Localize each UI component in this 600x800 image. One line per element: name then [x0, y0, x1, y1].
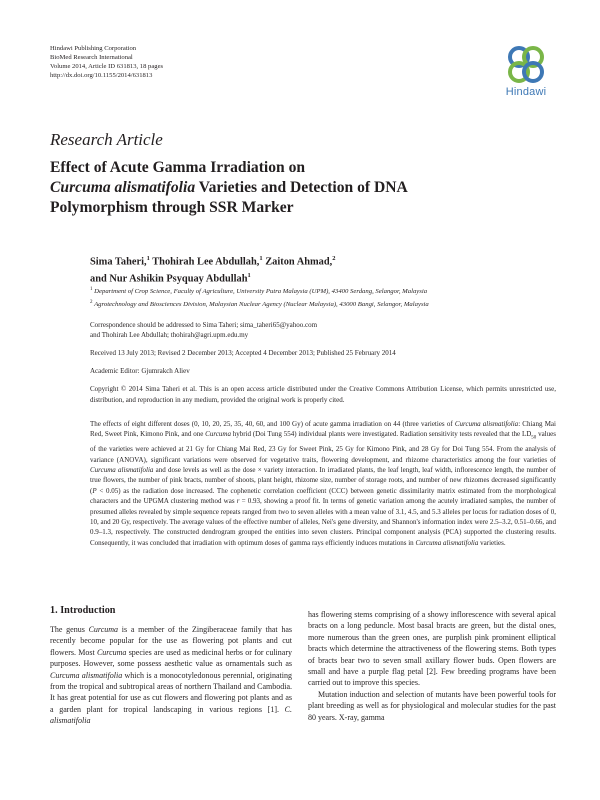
intro-paragraph-continued: has flowering stems comprising of a showy inflorescence with several apical bracts on a long peduncle. Most basal bracts are green, but the distal ones, more numerous than the green ones, are purplish pink prominent elliptical bracts which determine the attractiveness of the flowering stems. Both types of bracts bear two to seven small axillary flower buds. Open flowers are small and have a purple flag petal [2]. Few breeding programs have been carried out to improve this species.: [308, 610, 556, 688]
title-line-2: [50, 178, 510, 198]
body-text: which is a monocotyledonous perennial, originating from the tropical and subtropical areas of northern Thailand and Cambodia. It has great potential for use as cut flowers and flowering pot plants and as a garden plant for tropical landscaping in various regions [1].: [50, 670, 292, 714]
abstract-italic: Curcuma: [205, 430, 231, 439]
abstract-italic: Curcuma alismatifolia: [454, 420, 519, 428]
article-title: [50, 158, 510, 218]
abstract-italic: Curcuma alismatifolia: [90, 466, 154, 475]
publisher-name: Hindawi Publishing Corporation: [50, 45, 137, 52]
hindawi-rings-icon: [504, 44, 548, 86]
hindawi-logo-text: Hindawi: [505, 86, 547, 98]
affiliation-number: 1: [90, 287, 93, 292]
affiliations: [90, 285, 550, 310]
author-name[interactable]: Sima Taheri,: [90, 256, 147, 268]
abstract-text: The effects of eight different doses (0, 10, 20, 25, 35, 40, 60, and 100 Gy) of acute gamma irradiation on 44 (three varieties of: [90, 420, 455, 428]
title-line-1: Effect of Acute Gamma Irradiation on: [50, 159, 306, 176]
author-name[interactable]: Zaiton Ahmad,: [262, 256, 333, 268]
author-affil-ref: 2: [332, 255, 336, 262]
abstract-text: varieties.: [478, 538, 506, 547]
affiliation-2: [90, 298, 550, 311]
author-name[interactable]: Thohirah Lee Abdullah,: [149, 256, 260, 268]
abstract-text: hybrid (Doi Tung 554) individual plants were investigated. Radiation sensitivity tests revealed that the LD: [230, 430, 532, 439]
academic-editor: Academic Editor: Gjumrakch Aliev: [90, 367, 190, 375]
author-list: [90, 252, 530, 286]
correspondence-line-2: and Thohirah Lee Abdullah; thohirah@agri.upm.edu.my: [90, 331, 249, 339]
journal-name: BioMed Research International: [50, 54, 133, 61]
abstract-text: = 0.93, showing a proof fit. In terms of genetic variation among the acutely irradiated samples, the number of presumed alleles revealed by simple sequence repeats ranged from two to seven alleles with a mean value of 3.1, 4.5, and 5.3 alleles per locus for radiation doses of 0, 10, and 20 Gy, respectively. The average values of the effective number of alleles, Nei's gene diversity, and Shannon's information index were 2.5–3.2, 0.51–0.66, and 0.9–1.3, respectively. The constructed dendrogram grouped the entities into seven clusters. Principal component analysis (PCA) supported the clustering results. Consequently, it was concluded that irradiation with optimum doses of gamma rays efficiently induces mutations in: [90, 497, 556, 547]
affiliation-text: Agrotechnology and Biosciences Division, Malaysian Nuclear Agency (Nuclear Malaysia), 43000 Bangi, Selangor, Malaysia: [94, 300, 429, 308]
volume-info: Volume 2014, Article ID 631813, 18 pages: [50, 63, 164, 70]
correspondence: [90, 320, 550, 340]
body-italic: C. alismatifolia: [50, 704, 292, 726]
body-column-right: [308, 609, 556, 723]
body-text: The genus: [50, 625, 89, 634]
publication-dates: Received 13 July 2013; Revised 2 December 2013; Accepted 4 December 2013; Published 25 February 2014: [90, 349, 396, 357]
title-species: Curcuma alismatifolia: [50, 179, 196, 196]
title-line-3: Polymorphism through SSR Marker: [50, 199, 294, 216]
abstract-text: values of the varieties were achieved at 21 Gy for Chiang Mai Red, 23 Gy for Sweet Pink, 25 Gy for Kimono Pink, and 28 Gy for Doi Tung 554. From the analysis of variance (ANOVA), significant variations were observed for vegetative traits, flowering development, and rhizome characteristics among the four varieties of: [90, 430, 556, 464]
doi-link[interactable]: http://dx.doi.org/10.1155/2014/631813: [50, 72, 153, 79]
abstract-italic: P: [92, 486, 97, 495]
copyright-notice: Copyright © 2014 Sima Taheri et al. This is an open access article distributed under the Creative Commons Attribution License, which permits unrestricted use, distribution, and reproduction in any medium, provided the original work is properly cited.: [90, 385, 556, 404]
abstract: [90, 419, 556, 548]
author-line-1: [90, 252, 530, 269]
body-italic: Curcuma: [88, 625, 119, 634]
abstract-text: : Chiang Mai Red, Sweet Pink, Kimono Pink, and one: [90, 420, 556, 439]
abstract-text: < 0.05) as the radiation dose increased. The cophenetic correlation coefficient (CCC) between genetic dissimilarity matrix estimated from the morphological characters and the UPGMA clustering method was: [90, 486, 556, 506]
body-italic: Curcuma: [96, 647, 127, 657]
author-affil-ref: 1: [247, 271, 251, 279]
affiliation-number: 2: [90, 299, 93, 305]
abstract-italic: Curcuma alismatifolia: [415, 538, 479, 547]
author-line-2: [90, 269, 530, 286]
article-type: Research Article: [50, 130, 163, 149]
author-affil-ref: 1: [146, 255, 150, 262]
body-italic: Curcuma alismatifolia: [50, 670, 123, 680]
author-affil-ref: 1: [259, 255, 263, 262]
affiliation-text: Department of Crop Science, Faculty of Agriculture, University Putra Malaysia (UPM), 43400 Serdang, Selangor, Malaysia: [94, 288, 428, 296]
affiliation-1: [90, 285, 550, 298]
body-column-left: [50, 624, 292, 727]
intro-paragraph: [50, 624, 292, 727]
correspondence-line-1: Correspondence should be addressed to Sima Taheri; sima_taheri65@yahoo.com: [90, 321, 318, 329]
body-text: species are used as medicinal herbs or for culinary purposes. However, some possess aesthetic value as ornamentals such as: [50, 647, 292, 669]
title-line-2-rest: Varieties and Detection of DNA: [195, 179, 408, 196]
abstract-subscript: 50: [531, 435, 537, 441]
author-name[interactable]: and Nur Ashikin Psyquay Abdullah: [90, 273, 248, 285]
abstract-italic: r: [236, 497, 240, 506]
intro-paragraph-mutation: Mutation induction and selection of mutants have been powerful tools for plant breeding as well as for physiological and molecular studies for the past 80 years. X-ray, gamma: [308, 689, 556, 722]
journal-header: [50, 44, 163, 80]
body-text: is a member of the Zingiberaceae family that has recently become popular for the use as flowering pot plants and cut flowers. Most: [50, 625, 292, 657]
abstract-text: and dose levels as well as the dose × variety interaction. In irradiated plants, the leaf length, leaf width, inflorescence length, the number of true flowers, the number of pink bracts, number of shoots, plant height, rhizome size, number of storage roots, and number of new rhizomes decreased significantly (: [90, 466, 556, 495]
hindawi-logo: [497, 44, 555, 106]
section-heading-introduction: 1. Introduction: [50, 605, 116, 616]
